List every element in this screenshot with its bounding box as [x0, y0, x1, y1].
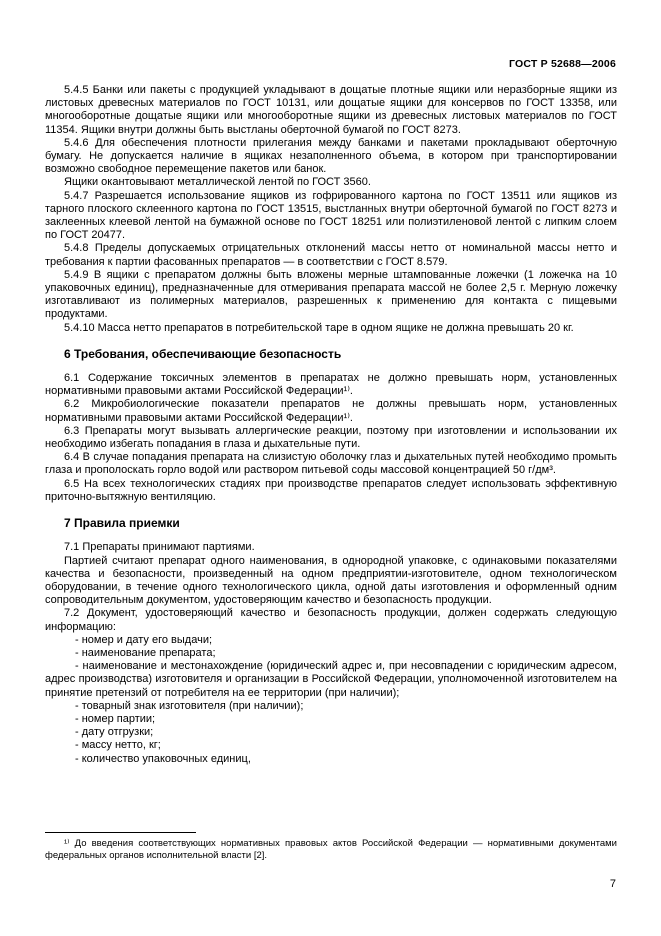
paragraph: 6.4 В случае попадания препарата на слизистую оболочку глаз и дыхательных путей необходимо промыть глаза и прополоскать горло водой или раствором питьевой соды массовой концентрацией 50 г/дм³. [45, 451, 617, 477]
paragraph: 7.2 Документ, удостоверяющий качество и безопасность продукции, должен содержать следующую информацию: [45, 607, 617, 633]
list-item: - наименование и местонахождение (юридический адрес и, при несовпадении с юридическим адресом, адрес производства) изготовителя и организации в Российской Федерации, уполномоченной изготовителем на принятие претензий от потребителя на ее территории (при наличии); [45, 660, 617, 699]
list-item: - наименование препарата; [75, 646, 216, 659]
paragraph: Партией считают препарат одного наименования, в однородной упаковке, с одинаковыми показателями качества и безопасности, произведенный на одном предприятии-изготовителе, одном технологическом оборудовании, в течение одного технологического цикла, одной даты изготовления и оформленный одним сопроводительным документом, удостоверяющим качество и безопасность продукции. [45, 554, 617, 607]
paragraph: 5.4.6 Для обеспечения плотности прилегания между банками и пакетами прокладывают оберточную бумагу. Не допускается наличие в ящиках незаполненного объема, в котором при транспортировании возможно свободное перемещение пакетов или банок. [45, 136, 617, 176]
list-item: - массу нетто, кг; [75, 739, 161, 752]
paragraph: 6.2 Микробиологические показатели препаратов не должны превышать норм, установленных нормативными правовыми актами Российской Федерации¹⁾. [45, 398, 617, 424]
paragraph: 5.4.8 Пределы допускаемых отрицательных отклонений массы нетто от номинальной массы нетто и требования к партии фасованных препаратов — в соответствии с ГОСТ 8.579. [45, 242, 617, 268]
paragraph: 5.4.9 В ящики с препаратом должны быть вложены мерные штампованные ложечки (1 ложечка на 10 упаковочных единиц), предназначенные для отмеривания препарата массой не более 2,5 г. Мерную ложечку изготавливают из полимерных материалов, разрешенных к применению для контакта с пищевыми продуктами. [45, 268, 617, 321]
footnote-text: ¹⁾ До введения соответствующих нормативных правовых актов Российской Федерации — нормативными документами федеральных органов исполнительной власти [2]. [45, 838, 617, 861]
page-number: 7 [609, 878, 616, 890]
paragraph: 7.1 Препараты принимают партиями. [64, 541, 255, 554]
list-item: - дату отгрузки; [75, 726, 154, 739]
document-code-header: ГОСТ Р 52688—2006 [508, 58, 616, 70]
list-item: - номер партии; [75, 712, 156, 725]
footnote-block [45, 832, 617, 862]
list-item: - номер и дату его выдачи; [75, 633, 213, 646]
paragraph: 6.1 Содержание токсичных элементов в препаратах не должно превышать норм, установленных нормативными правовыми актами Российской Федерации¹⁾. [45, 372, 617, 398]
paragraph: 5.4.7 Разрешается использование ящиков из гофрированного картона по ГОСТ 13511 или ящиков из тарного плоского склеенного картона по ГОСТ 13515, выстланных внутри оберточной бумагой по ГОСТ 8273 и заклеенных клеевой лентой на бумажной основе по ГОСТ 18251 или полиэтиленовой лентой с липким слоем по ГОСТ 20477. [45, 189, 617, 242]
paragraph: 5.4.5 Банки или пакеты с продукцией укладывают в дощатые плотные ящики или неразборные ящики из листовых древесных материалов по ГОСТ 10131, или дощатые ящики для консервов по ГОСТ 13358, или многооборотные дощатые ящики или многооборотные ящики из древесных листовых материалов по ГОСТ 11354. Ящики внутри должны быть выстланы оберточной бумагой по ГОСТ 8273. [45, 84, 617, 136]
section-heading: 7 Правила приемки [64, 516, 180, 531]
paragraph: 6.5 На всех технологических стадиях при производстве препаратов следует использовать эффективную приточно-вытяжную вентиляцию. [45, 477, 617, 503]
list-item: - товарный знак изготовителя (при наличии); [75, 699, 304, 712]
document-body [45, 84, 617, 766]
section-heading: 6 Требования, обеспечивающие безопасность [64, 346, 342, 361]
paragraph: 5.4.10 Масса нетто препаратов в потребительской таре в одном ящике не должна превышать 20 кг. [64, 321, 574, 334]
list-item: - количество упаковочных единиц, [75, 752, 251, 765]
paragraph: Ящики окантовывают металлической лентой по ГОСТ 3560. [64, 176, 371, 189]
paragraph: 6.3 Препараты могут вызывать аллергические реакции, поэтому при изготовлении и использовании их необходимо избегать попадания в глаза и дыхательные пути. [45, 424, 617, 451]
footnote-rule [45, 832, 196, 833]
